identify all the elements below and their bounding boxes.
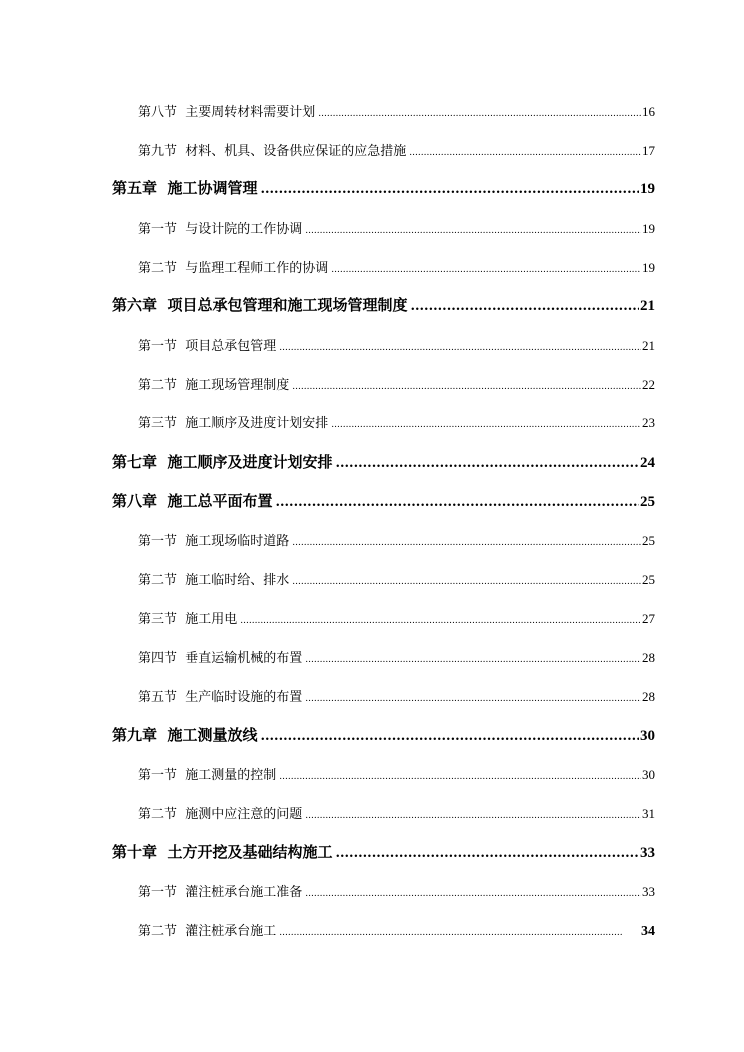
dot-leader — [305, 690, 641, 705]
toc-entry-page: 34 — [641, 924, 655, 939]
toc-entry-page: 25 — [640, 494, 655, 510]
toc-entry-page: 16 — [642, 104, 655, 119]
toc-entry-title: 第八节 主要周转材料需要计划 — [138, 105, 316, 120]
dot-leader — [279, 924, 623, 939]
toc-entry-chapter-10[interactable] — [112, 841, 655, 862]
toc-entry-title: 第五节 生产临时设施的布置 — [138, 690, 303, 705]
dot-leader — [331, 416, 641, 431]
toc-entry-section-3[interactable] — [138, 608, 655, 627]
toc-entry-page: 31 — [642, 806, 655, 821]
toc-entry-title: 第八章 施工总平面布置 — [112, 492, 273, 510]
toc-entry-title: 第二节 施工现场管理制度 — [138, 378, 290, 393]
toc-entry-title: 第二节 与监理工程师工作的协调 — [138, 261, 329, 276]
toc-entry-page: 19 — [640, 181, 655, 197]
toc-entry-title: 第十章 土方开挖及基础结构施工 — [112, 843, 333, 861]
toc-entry-chapter-8[interactable] — [112, 490, 655, 511]
toc-entry-page: 33 — [640, 845, 655, 861]
toc-entry-section-2[interactable] — [138, 374, 655, 393]
toc-entry-chapter-7[interactable] — [112, 451, 655, 472]
dot-leader — [335, 843, 639, 861]
toc-entry-title: 第二节 施测中应注意的问题 — [138, 807, 303, 822]
toc-entry-section-1[interactable] — [138, 335, 655, 354]
dot-leader — [305, 651, 641, 666]
toc-entry-section-1[interactable] — [138, 218, 655, 237]
toc-entry-title: 第九章 施工测量放线 — [112, 726, 258, 744]
toc-entry-chapter-9[interactable] — [112, 724, 655, 745]
dot-leader — [279, 768, 641, 783]
toc-entry-section-2[interactable] — [138, 803, 655, 822]
toc-entry-title: 第五章 施工协调管理 — [112, 179, 258, 197]
toc-entry-page: 19 — [642, 260, 655, 275]
toc-entry-title: 第三节 施工顺序及进度计划安排 — [138, 416, 329, 431]
toc-entry-page: 30 — [640, 728, 655, 744]
toc-entry-section-2[interactable] — [138, 257, 655, 276]
dot-leader — [331, 261, 641, 276]
toc-entry-section-3[interactable] — [138, 412, 655, 431]
toc-entry-title: 第一节 施工测量的控制 — [138, 768, 277, 783]
toc-entry-page: 28 — [642, 650, 655, 665]
toc-entry-title: 第二节 施工临时给、排水 — [138, 573, 290, 588]
dot-leader — [305, 222, 641, 237]
toc-entry-section-9[interactable] — [138, 140, 655, 159]
toc-entry-page: 25 — [642, 533, 655, 548]
toc-entry-title: 第九节 材料、机具、设备供应保证的应急措施 — [138, 144, 407, 159]
dot-leader — [275, 492, 639, 510]
toc-entry-page: 24 — [640, 455, 655, 471]
toc-entry-page: 27 — [642, 611, 655, 626]
toc-entry-section-1[interactable] — [138, 764, 655, 783]
dot-leader — [292, 378, 641, 393]
dot-leader — [292, 534, 641, 549]
toc-entry-section-2[interactable] — [138, 920, 655, 940]
toc-entry-title: 第一节 施工现场临时道路 — [138, 534, 290, 549]
dot-leader — [240, 612, 641, 627]
toc-entry-page: 17 — [642, 143, 655, 158]
dot-leader — [318, 105, 641, 120]
dot-leader — [260, 726, 639, 744]
dot-leader — [305, 885, 641, 900]
toc-entry-section-8[interactable] — [138, 101, 655, 120]
dot-leader — [279, 339, 641, 354]
dot-leader — [305, 807, 641, 822]
toc-entry-page: 25 — [642, 572, 655, 587]
toc-entry-title: 第六章 项目总承包管理和施工现场管理制度 — [112, 296, 408, 314]
toc-entry-page: 23 — [642, 415, 655, 430]
toc-entry-page: 19 — [642, 221, 655, 236]
toc-entry-page: 28 — [642, 689, 655, 704]
toc-entry-section-2[interactable] — [138, 569, 655, 588]
dot-leader — [410, 296, 639, 314]
toc-entry-title: 第七章 施工顺序及进度计划安排 — [112, 453, 333, 471]
toc-entry-section-5[interactable] — [138, 686, 655, 705]
toc-entry-title: 第一节 项目总承包管理 — [138, 339, 277, 354]
toc-entry-chapter-5[interactable] — [112, 177, 655, 198]
toc-entry-page: 33 — [642, 884, 655, 899]
toc-entry-page: 30 — [642, 767, 655, 782]
toc-entry-page: 22 — [642, 377, 655, 392]
toc-entry-page: 21 — [642, 338, 655, 353]
toc-entry-title: 第一节 灌注桩承台施工准备 — [138, 885, 303, 900]
toc-entry-section-1[interactable] — [138, 530, 655, 549]
toc-entry-title: 第一节 与设计院的工作协调 — [138, 222, 303, 237]
toc-entry-title: 第二节 灌注桩承台施工 — [138, 924, 277, 939]
toc-entry-section-4[interactable] — [138, 647, 655, 666]
dot-leader — [292, 573, 641, 588]
toc-entry-page: 21 — [640, 298, 655, 314]
dot-leader — [409, 144, 641, 159]
toc-entry-chapter-6[interactable] — [112, 294, 655, 315]
dot-leader — [260, 179, 639, 197]
dot-leader — [335, 453, 639, 471]
toc-entry-title: 第四节 垂直运输机械的布置 — [138, 651, 303, 666]
toc-entry-section-1[interactable] — [138, 881, 655, 900]
toc-entry-title: 第三节 施工用电 — [138, 612, 238, 627]
